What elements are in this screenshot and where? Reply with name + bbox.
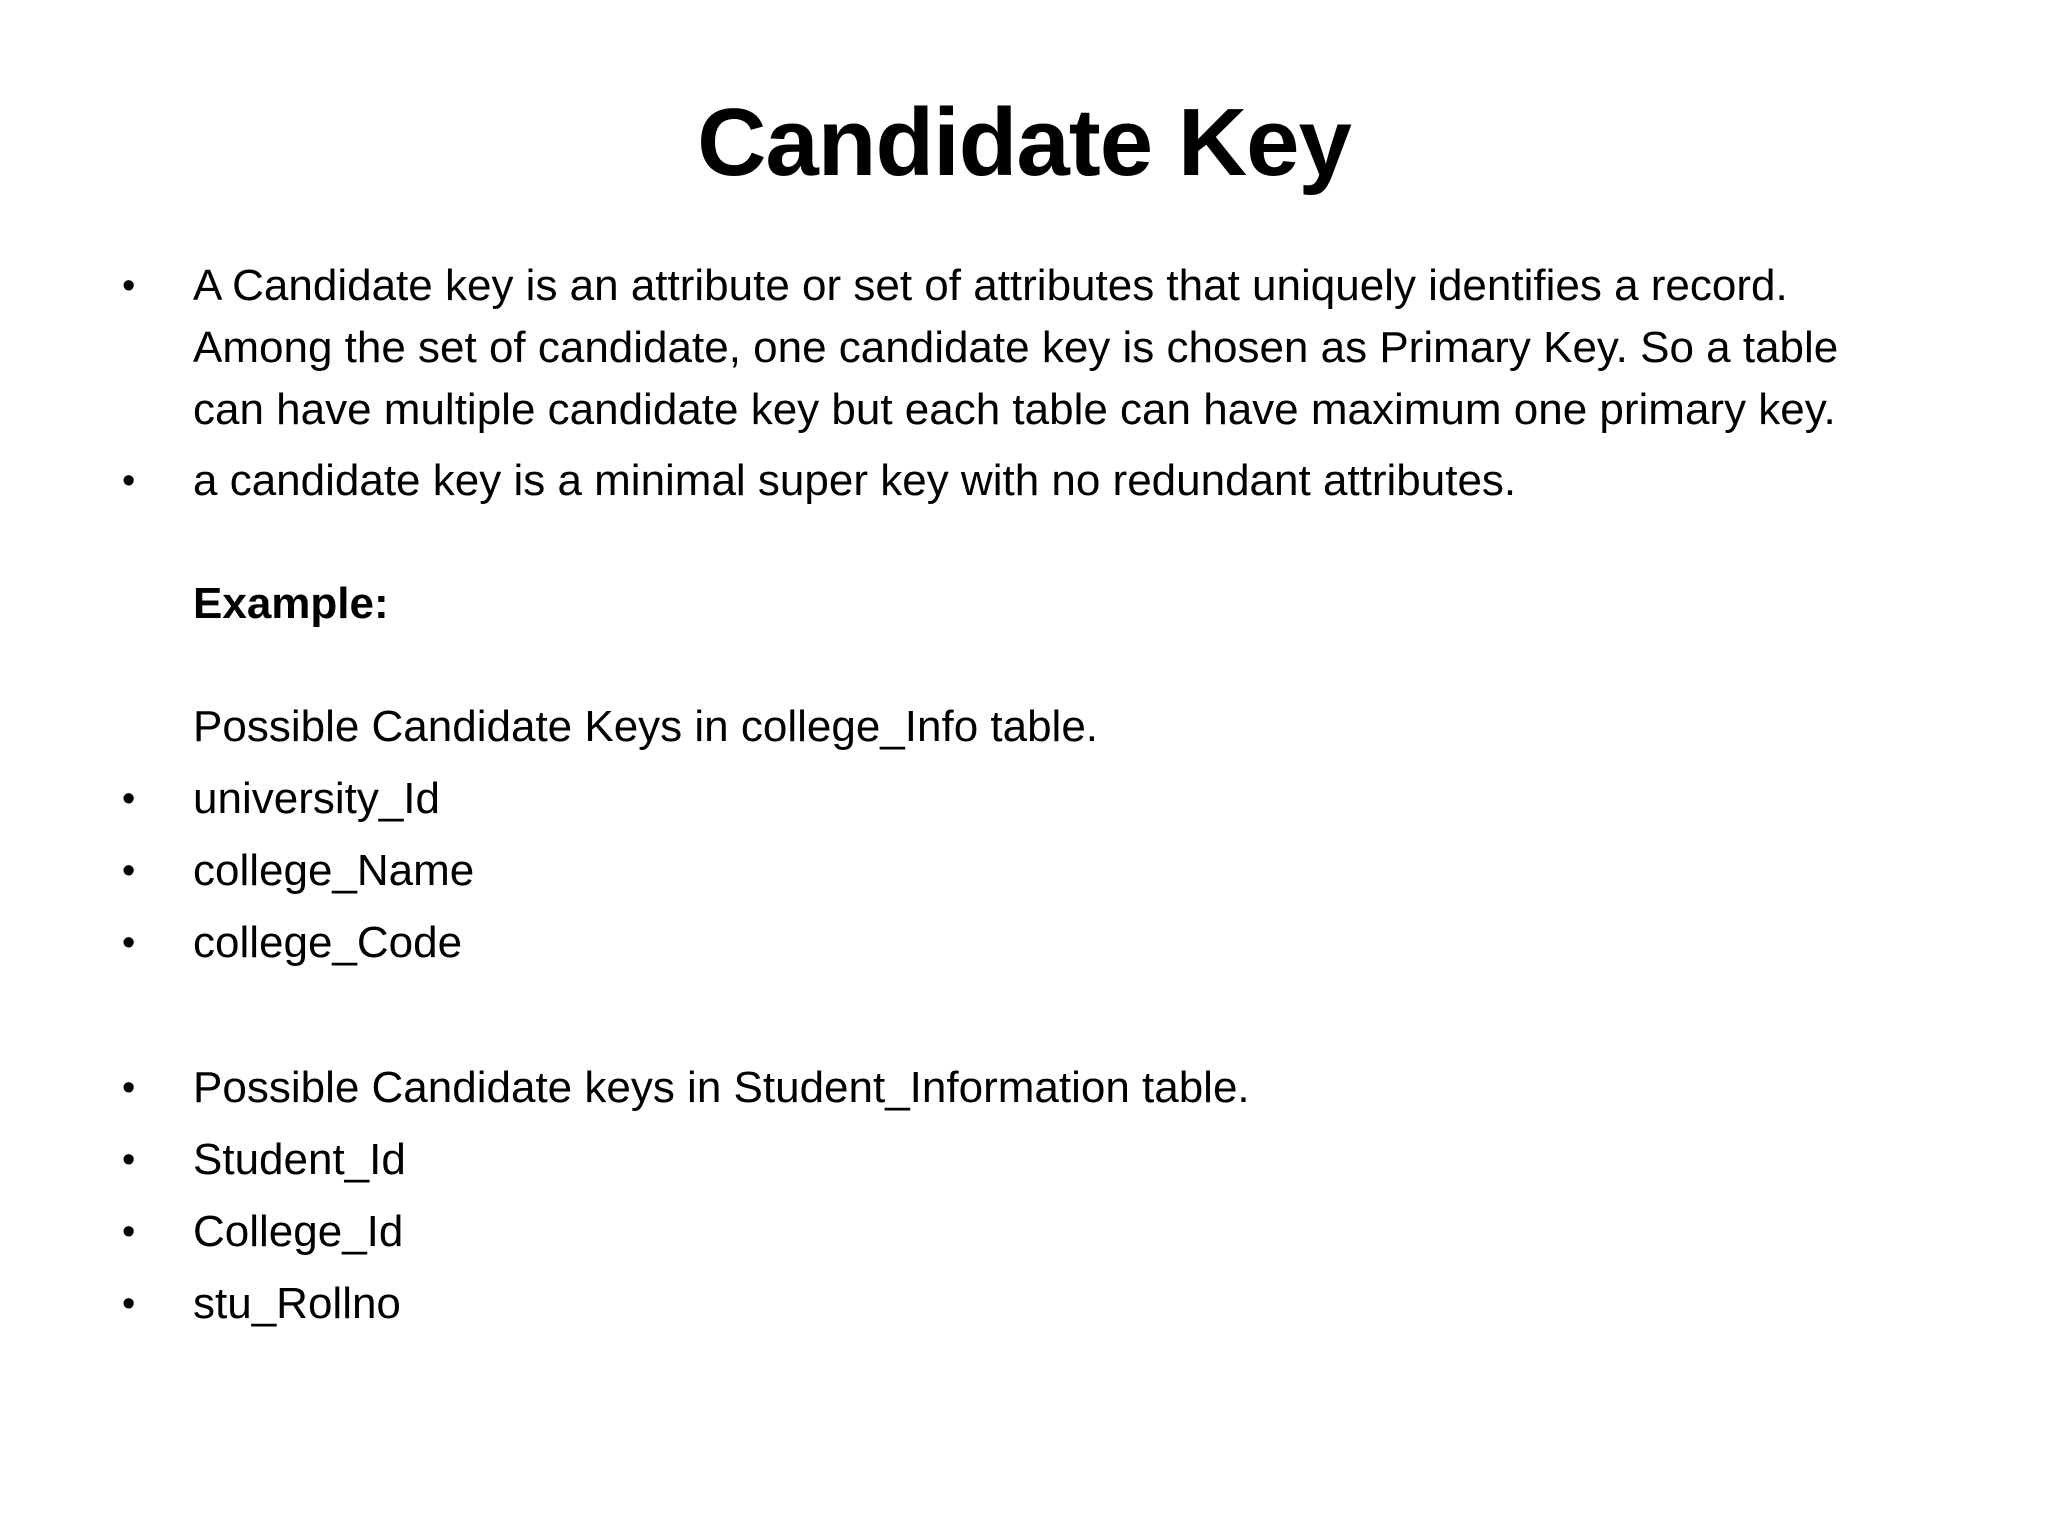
paragraph-line: a candidate key is a minimal super key with no redundant attributes. [193, 456, 1517, 505]
list-item: university_Id [193, 774, 441, 823]
student-intro: Possible Candidate keys in Student_Information table. [193, 1063, 1250, 1112]
list-item: college_Name [193, 846, 475, 895]
bullet: • [122, 1211, 136, 1253]
college-intro: Possible Candidate Keys in college_Info table. [193, 702, 1099, 751]
example-label: Example: [193, 579, 389, 628]
paragraph-line: A Candidate key is an attribute or set of attributes that uniquely identifies a record. [193, 261, 1788, 310]
bullet: • [122, 922, 136, 964]
paragraph-line: can have multiple candidate key but each table can have maximum one primary key. [193, 385, 1836, 434]
list-item: College_Id [193, 1207, 404, 1256]
bullet: • [122, 265, 136, 307]
list-item: college_Code [193, 918, 463, 967]
bullet: • [122, 1067, 136, 1109]
paragraph-line: Among the set of candidate, one candidate key is chosen as Primary Key. So a table [193, 323, 1839, 372]
bullet: • [122, 850, 136, 892]
bullet: • [122, 1139, 136, 1181]
bullet: • [122, 778, 136, 820]
list-item: stu_Rollno [193, 1279, 401, 1328]
bullet: • [122, 1283, 136, 1325]
bullet: • [122, 460, 136, 502]
slide-title: Candidate Key [697, 89, 1351, 196]
list-item: Student_Id [193, 1135, 406, 1184]
